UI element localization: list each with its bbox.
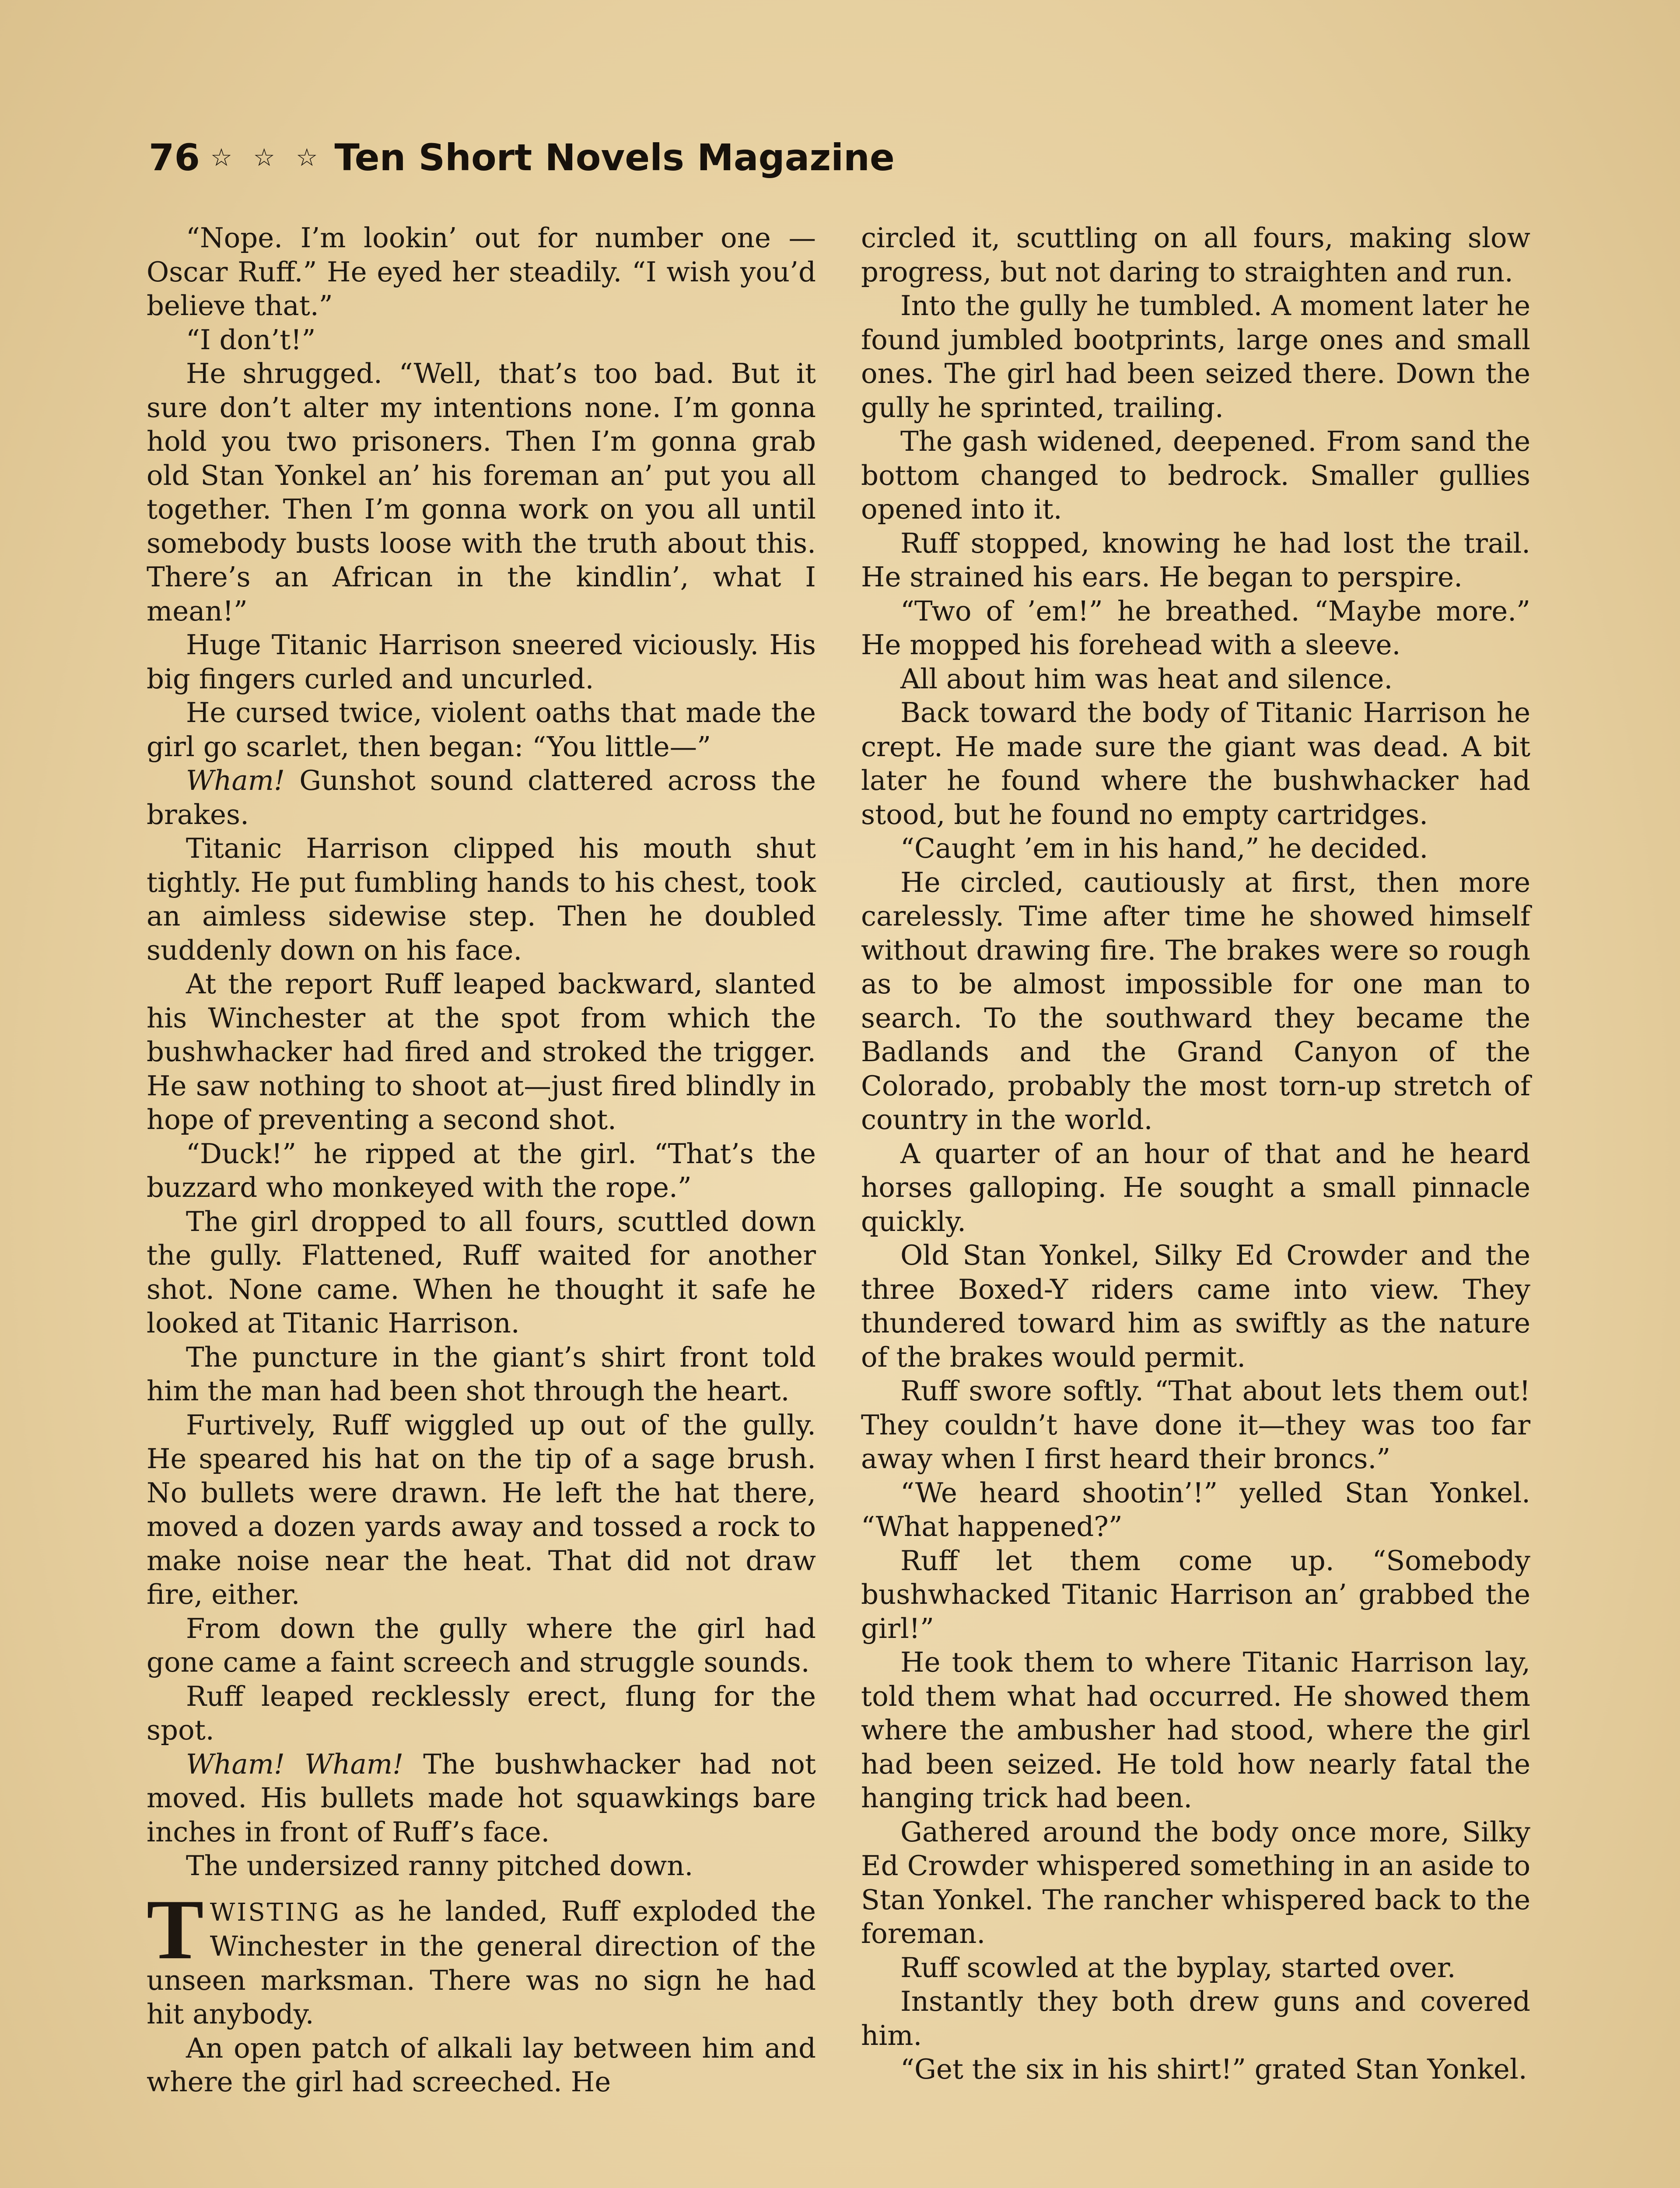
star-ornaments: ☆ ☆ ☆ <box>210 143 324 172</box>
paragraph: Instantly they both drew guns and covered him. <box>861 1985 1530 2051</box>
paragraph: He cursed twice, violent oaths that made the girl go scarlet, then began: “You little—” <box>147 697 816 763</box>
paragraph: “Get the six in his shirt!” grated Stan Yonkel. <box>900 2053 1527 2085</box>
paragraph: Old Stan Yonkel, Silky Ed Crowder and the three Boxed-Y riders came into view. They thundered toward him as swiftly as the nature of the brakes would permit. <box>861 1239 1530 1373</box>
paragraph: He took them to where Titanic Harrison lay, told them what had occurred. He showed them where the ambusher had stood, where the girl had been seized. He told how nearly fatal the hanging trick had been. <box>861 1646 1530 1814</box>
wham-text: The bushwhacker had not moved. His bullets made hot squawkings bare inches in front of Ruff’s face. <box>147 1748 816 1848</box>
paragraph: “We heard shootin’!” yelled Stan Yonkel. “What happened?” <box>861 1476 1530 1543</box>
drop-cap: T <box>147 1882 204 1977</box>
paragraph: A quarter of an hour of that and he heard horses galloping. He sought a small pinnacle quickly. <box>861 1137 1530 1238</box>
paragraph: He shrugged. “Well, that’s too bad. But it sure don’t alter my intentions none. I’m gonna hold you two prisoners. Then I’m gonna grab old Stan Yonkel an’ his foreman an’ put you all together. Then I’m gonna work on you all until somebody busts loose with the truth about this. There’s an African in the kindlin’, what I mean!” <box>147 358 816 627</box>
paragraph: Ruff leaped recklessly erect, flung for the spot. <box>147 1680 816 1746</box>
paragraph: At the report Ruff leaped backward, slanted his Winchester at the spot from which the bushwhacker had fired and stroked the trigger. He saw nothing to shoot at—just fired blindly in hope of preventing a second shot. <box>147 968 816 1136</box>
wham-italic: Wham! <box>186 764 285 796</box>
section-text: as he landed, Ruff exploded the Winchester in the general direction of the unseen marksman. There was no sign he had hit anybody. <box>147 1895 816 2030</box>
page-header <box>149 131 1461 184</box>
paragraph: The puncture in the giant’s shirt front told him the man had been shot through the heart. <box>147 1341 816 1407</box>
paragraph: Ruff let them come up. “Somebody bushwhacked Titanic Harrison an’ grabbed the girl!” <box>861 1544 1530 1645</box>
paragraph: circled it, scuttling on all fours, making slow progress, but not daring to straighten and run. <box>861 222 1530 288</box>
paragraph: The gash widened, deepened. From sand the bottom changed to bedrock. Smaller gullies opened into it. <box>861 425 1530 525</box>
paragraph: He circled, cautiously at first, then more carelessly. Time after time he showed himself without drawing fire. The brakes were so rough as to be almost impossible for one man to search. To the southward they became the Badlands and the Grand Canyon of the Colorado, probably the most torn-up stretch of country in the world. <box>861 866 1530 1136</box>
paragraph: The undersized ranny pitched down. <box>186 1850 693 1882</box>
paragraph: From down the gully where the girl had gone came a faint screech and struggle sounds. <box>147 1612 816 1678</box>
page-number: 76 <box>149 136 200 179</box>
magazine-title: Ten Short Novels Magazine <box>334 136 895 179</box>
paragraph: Gathered around the body once more, Silky Ed Crowder whispered something in an aside to Stan Yonkel. The rancher whispered back to the foreman. <box>861 1816 1530 1950</box>
paragraph-wham <box>147 764 816 831</box>
paragraph: Back toward the body of Titanic Harrison he crept. He made sure the giant was dead. A bit later he found where the bushwhacker had stood, but he found no empty cartridges. <box>861 697 1530 831</box>
paragraph: All about him was heat and silence. <box>900 663 1393 695</box>
paragraph: The girl dropped to all fours, scuttled down the gully. Flattened, Ruff waited for another shot. None came. When he thought it safe he looked at Titanic Harrison. <box>147 1205 816 1339</box>
paragraph: “Caught ’em in his hand,” he decided. <box>900 832 1428 864</box>
right-column <box>861 221 1530 2086</box>
paragraph: Titanic Harrison clipped his mouth shut tightly. He put fumbling hands to his chest, took an aimless sidewise step. Then he doubled suddenly down on his face. <box>147 832 816 966</box>
paragraph: “Two of ’em!” he breathed. “Maybe more.” He mopped his forehead with a sleeve. <box>861 595 1530 661</box>
wham-text: Gunshot sound clattered across the brakes. <box>147 764 816 831</box>
small-caps-word: WISTING <box>210 1898 341 1927</box>
paragraph: Huge Titanic Harrison sneered viciously. His big fingers curled and uncurled. <box>147 629 816 695</box>
section-opening-paragraph <box>147 1882 816 2031</box>
paragraph: Ruff swore softly. “That about lets them out! They couldn’t have done it—they was too far away when I first heard their broncs.” <box>861 1375 1530 1475</box>
paragraph: Into the gully he tumbled. A moment later he found jumbled bootprints, large ones and small ones. The girl had been seized there. Down the gully he sprinted, trailing. <box>861 290 1530 424</box>
wham-italic: Wham! Wham! <box>186 1748 404 1780</box>
paragraph: An open patch of alkali lay between him and where the girl had screeched. He <box>147 2032 816 2098</box>
paragraph: Ruff stopped, knowing he had lost the trail. He strained his ears. He began to perspire. <box>861 527 1530 593</box>
paragraph-wham <box>147 1747 816 1849</box>
paragraph: “I don’t!” <box>186 323 316 356</box>
paragraph: Ruff scowled at the byplay, started over. <box>900 1951 1456 1984</box>
paragraph: “Nope. I’m lookin’ out for number one —Oscar Ruff.” He eyed her steadily. “I wish you’d believe that.” <box>147 222 816 322</box>
left-column <box>147 221 816 2099</box>
paragraph: “Duck!” he ripped at the girl. “That’s the buzzard who monkeyed with the rope.” <box>147 1137 816 1203</box>
paragraph: Furtively, Ruff wiggled up out of the gully. He speared his hat on the tip of a sage brush. No bullets were drawn. He left the hat there, moved a dozen yards away and tossed a rock to make noise near the heat. That did not draw fire, either. <box>147 1409 816 1610</box>
